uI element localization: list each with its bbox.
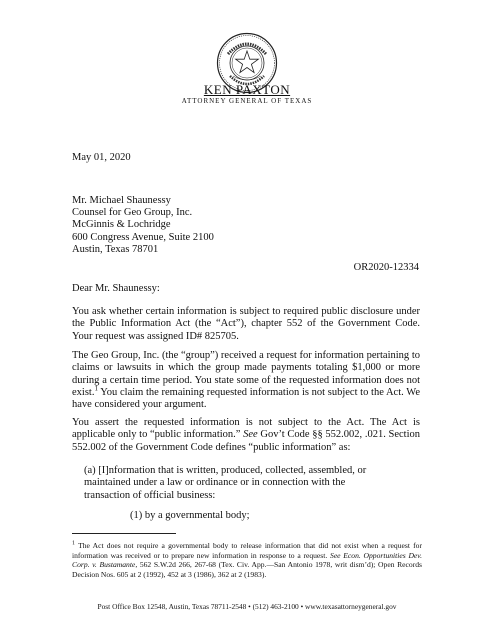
- salutation: Dear Mr. Shaunessy:: [72, 283, 160, 294]
- statute-quote: (a) [I]nformation that is written, produced, collected, assembled, or maintained under a law or ordinance or in connection with the transaction of official business:: [84, 465, 367, 501]
- paragraph-request: You ask whether certain information is subject to required public disclosure under the Public Information Act (the “Act”), chapter 552 of the Government Code. Your request was assigned ID# 825705.: [72, 306, 420, 342]
- page-footer: Post Office Box 12548, Austin, Texas 78711-2548 • (512) 463-2100 • www.texasattorneygeneral.gov: [97, 602, 397, 611]
- office-title: ATTORNEY GENERAL OF TEXAS: [181, 97, 313, 105]
- recipient-line: McGinnis & Lochridge: [72, 219, 171, 231]
- attorney-name: KEN PAXTON: [203, 82, 291, 97]
- recipient-line: Austin, Texas 78701: [72, 243, 159, 255]
- paragraph-assertion: You assert the requested information is not subject to the Act. The Act is applicable only to “public information.” See Gov’t Code §§ 552.002, .021. Section 552.002 of the Government Code defines “public information” as:: [72, 417, 420, 453]
- reference-number: OR2020-12334: [353, 262, 419, 273]
- recipient-address: [72, 195, 214, 256]
- footnote: $^1$ The Act does not require a governmental body to release information that did not exist when a request for information was received or to prepare new information in response to a request. See Econ. Opportunities Dev. Corp. v. Bustamante, 562 S.W.2d 266, 267-68 (Tex. Civ. App.—San Antonio 1978, writ dism’d); Open Records Decision Nos. 605 at 2 (1992), 452 at 3 (1986), 362 at 2 (1983).: [72, 540, 423, 579]
- recipient-line: Mr. Michael Shaunessy: [72, 195, 171, 206]
- recipient-line: Counsel for Geo Group, Inc.: [72, 207, 193, 219]
- letter-date: May 01, 2020: [72, 152, 131, 163]
- footnote-reference: 1: [94, 384, 98, 393]
- paragraph-background: The Geo Group, Inc. (the “group”) received a request for information pertaining to claims or lawsuits in which the group made payments totaling $1,000 or more during a certain time period. You state some of the requested information does not exist.$^1$ You claim the remaining requested information is not subject to the Act. We have considered your argument.: [72, 350, 420, 411]
- recipient-line: 600 Congress Avenue, Suite 2100: [72, 231, 214, 243]
- footnote-divider: [72, 533, 176, 534]
- statute-quote-item: (1) by a governmental body;: [130, 510, 250, 521]
